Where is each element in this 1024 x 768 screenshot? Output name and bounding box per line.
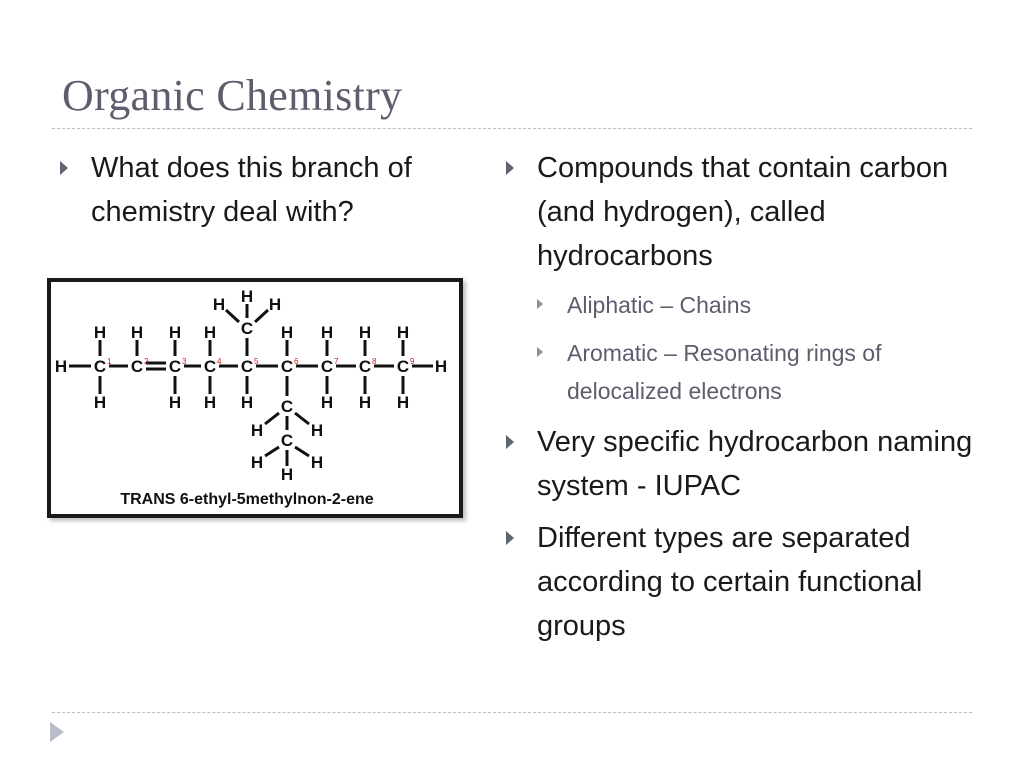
bond xyxy=(265,447,279,456)
hydrogen-atom: H xyxy=(130,323,144,342)
hydrogen-atom: H xyxy=(280,465,294,484)
hydrogen-atom: H xyxy=(212,295,226,314)
triangle-right-icon xyxy=(506,161,514,175)
footer-divider xyxy=(52,712,972,713)
bullet-text: Different types are separated according to certain functional groups xyxy=(537,522,923,642)
hydrogen-atom: H xyxy=(280,323,294,342)
bullet-item xyxy=(506,516,986,648)
bond xyxy=(226,310,239,322)
carbon-number-label: 7 xyxy=(334,357,339,366)
hydrogen-atom: H xyxy=(268,295,282,314)
hydrogen-atom: H xyxy=(168,323,182,342)
hydrogen-atom: H xyxy=(93,393,107,412)
hydrogen-atom: H xyxy=(310,453,324,472)
carbon-number-label: 2 xyxy=(144,357,149,366)
bond xyxy=(265,413,279,424)
hydrogen-atom: H xyxy=(396,323,410,342)
carbon-number-label: 6 xyxy=(294,357,299,366)
triangle-right-icon xyxy=(506,531,514,545)
carbon-atom: C xyxy=(358,357,372,376)
carbon-atom: C xyxy=(280,357,294,376)
bullet-text: Compounds that contain carbon (and hydrogen), called hydrocarbons xyxy=(537,152,949,272)
hydrogen-atom: H xyxy=(358,393,372,412)
hydrogen-atom: H xyxy=(320,393,334,412)
left-column xyxy=(60,146,480,242)
hydrogen-atom: H xyxy=(310,421,324,440)
carbon-atom: C xyxy=(280,431,294,450)
hydrogen-atom: H xyxy=(250,421,264,440)
bullet-item xyxy=(60,146,480,234)
bullet-text: What does this branch of chemistry deal with? xyxy=(91,152,412,228)
figure-caption: TRANS 6-ethyl-5methylnon-2-ene xyxy=(120,491,374,508)
hydrogen-atom: H xyxy=(54,357,68,376)
hydrogen-atom: H xyxy=(358,323,372,342)
triangle-right-icon xyxy=(537,299,543,309)
carbon-atom: C xyxy=(320,357,334,376)
triangle-right-icon xyxy=(537,347,543,357)
carbon-atom: C xyxy=(93,357,107,376)
triangle-right-icon xyxy=(506,435,514,449)
structural-formula-figure xyxy=(47,278,463,518)
carbon-atom: C xyxy=(168,357,182,376)
bullet-item xyxy=(506,146,986,278)
carbon-atom: C xyxy=(203,357,217,376)
hydrogen-atom: H xyxy=(396,393,410,412)
bullet-text: Very specific hydrocarbon naming system - IUPAC xyxy=(537,426,973,502)
hydrogen-atom: H xyxy=(250,453,264,472)
carbon-atom: C xyxy=(396,357,410,376)
hydrogen-atom: H xyxy=(203,393,217,412)
hydrogen-atom: H xyxy=(93,323,107,342)
bond xyxy=(255,310,268,322)
bullet-item xyxy=(506,420,986,508)
hydrogen-atom: H xyxy=(203,323,217,342)
carbon-number-label: 1 xyxy=(107,357,112,366)
slide-title: Organic Chemistry xyxy=(62,71,403,120)
carbon-number-label: 9 xyxy=(410,357,415,366)
title-divider xyxy=(52,128,972,129)
carbon-atom: C xyxy=(240,357,254,376)
play-triangle-icon[interactable] xyxy=(50,722,64,742)
carbon-atom: C xyxy=(280,397,294,416)
hydrogen-atom: H xyxy=(320,323,334,342)
hydrogen-atom: H xyxy=(240,393,254,412)
sub-bullet-text: Aliphatic – Chains xyxy=(567,292,752,318)
carbon-number-label: 8 xyxy=(372,357,377,366)
sub-bullet-text: Aromatic – Resonating rings of delocalized electrons xyxy=(567,340,882,404)
hydrogen-atom: H xyxy=(240,287,254,306)
hydrogen-atom: H xyxy=(168,393,182,412)
bond xyxy=(295,447,309,456)
sub-bullet-item xyxy=(506,334,986,410)
carbon-atom: C xyxy=(240,319,254,338)
sub-bullet-item xyxy=(506,286,986,324)
carbon-number-label: 5 xyxy=(254,357,259,366)
right-column xyxy=(506,146,986,656)
bond xyxy=(295,413,309,424)
triangle-right-icon xyxy=(60,161,68,175)
carbon-number-label: 3 xyxy=(182,357,187,366)
carbon-atom: C xyxy=(130,357,144,376)
molecule-diagram xyxy=(51,282,459,514)
carbon-number-label: 4 xyxy=(217,357,222,366)
hydrogen-atom: H xyxy=(434,357,448,376)
